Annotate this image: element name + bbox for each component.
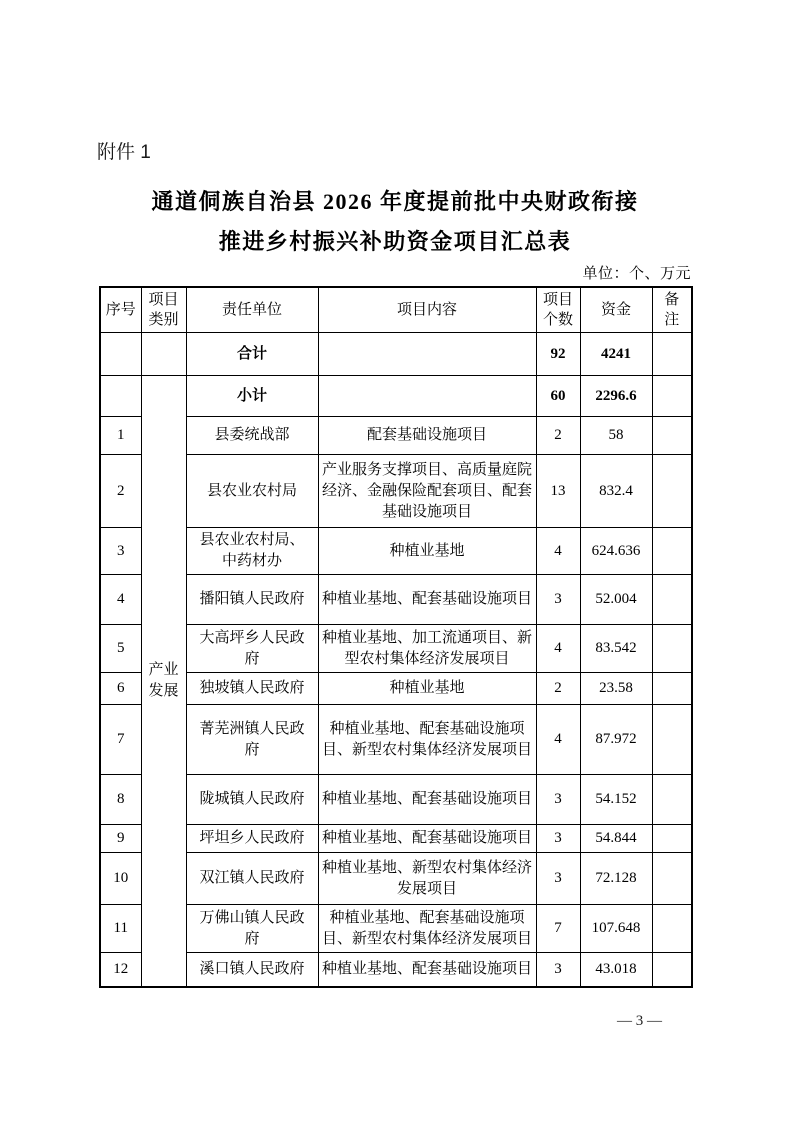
cell-unit: 陇城镇人民政府 <box>186 775 318 825</box>
attachment-label: 附件 1 <box>97 142 151 163</box>
header-category: 项目 类别 <box>141 287 186 333</box>
cell-amount: 72.128 <box>580 853 652 905</box>
header-unit: 责任单位 <box>186 287 318 333</box>
table-row <box>100 775 692 825</box>
header-row <box>100 287 692 333</box>
cell-seq: 10 <box>100 853 141 905</box>
table-row <box>100 417 692 455</box>
cell-amount: 54.844 <box>580 825 652 853</box>
cell-amount: 23.58 <box>580 673 652 705</box>
cell-amount: 832.4 <box>580 455 652 528</box>
cell-content: 种植业基地 <box>318 673 536 705</box>
table-row <box>100 575 692 625</box>
cell-note <box>652 625 692 673</box>
cell-content: 种植业基地、配套基础设施项目、新型农村集体经济发展项目 <box>318 705 536 775</box>
cell-category <box>141 333 186 376</box>
header-note: 备 注 <box>652 287 692 333</box>
header-count: 项目 个数 <box>536 287 580 333</box>
cell-content: 种植业基地、配套基础设施项目 <box>318 575 536 625</box>
table-row <box>100 528 692 575</box>
cell-seq: 8 <box>100 775 141 825</box>
cell-count: 13 <box>536 455 580 528</box>
cell-seq: 9 <box>100 825 141 853</box>
cell-count: 3 <box>536 953 580 987</box>
cell-count: 2 <box>536 673 580 705</box>
cell-seq: 11 <box>100 905 141 953</box>
cell-note <box>652 417 692 455</box>
cell-content: 种植业基地 <box>318 528 536 575</box>
cell-amount: 83.542 <box>580 625 652 673</box>
cell-unit: 小计 <box>186 376 318 417</box>
cell-count: 2 <box>536 417 580 455</box>
table-row <box>100 853 692 905</box>
category-cell: 产业 发展 <box>141 376 186 987</box>
header-seq: 序号 <box>100 287 141 333</box>
cell-seq: 6 <box>100 673 141 705</box>
subtotal-row <box>100 376 692 417</box>
cell-unit: 县委统战部 <box>186 417 318 455</box>
cell-unit: 菁芜洲镇人民政府 <box>186 705 318 775</box>
table-row <box>100 953 692 987</box>
document-content <box>99 0 691 988</box>
cell-amount: 43.018 <box>580 953 652 987</box>
table-row <box>100 905 692 953</box>
cell-amount: 624.636 <box>580 528 652 575</box>
page-number: — 3 — <box>617 1013 662 1029</box>
cell-amount: 54.152 <box>580 775 652 825</box>
cell-note <box>652 853 692 905</box>
cell-content <box>318 376 536 417</box>
cell-amount: 52.004 <box>580 575 652 625</box>
table-row <box>100 625 692 673</box>
cell-seq: 5 <box>100 625 141 673</box>
cell-count: 3 <box>536 775 580 825</box>
cell-seq: 7 <box>100 705 141 775</box>
cell-count: 92 <box>536 333 580 376</box>
cell-unit: 双江镇人民政府 <box>186 853 318 905</box>
cell-unit: 合计 <box>186 333 318 376</box>
cell-note <box>652 528 692 575</box>
cell-count: 3 <box>536 825 580 853</box>
cell-count: 60 <box>536 376 580 417</box>
cell-amount: 4241 <box>580 333 652 376</box>
cell-content: 种植业基地、配套基础设施项目 <box>318 775 536 825</box>
cell-note <box>652 775 692 825</box>
total-row <box>100 333 692 376</box>
cell-amount: 87.972 <box>580 705 652 775</box>
cell-note <box>652 376 692 417</box>
title-line-1: 通道侗族自治县 2026 年度提前批中央财政衔接 <box>151 189 639 214</box>
cell-count: 3 <box>536 575 580 625</box>
cell-note <box>652 455 692 528</box>
header-amount: 资金 <box>580 287 652 333</box>
cell-note <box>652 673 692 705</box>
cell-count: 7 <box>536 905 580 953</box>
cell-seq: 12 <box>100 953 141 987</box>
cell-count: 4 <box>536 705 580 775</box>
cell-note <box>652 905 692 953</box>
table-row <box>100 825 692 853</box>
cell-unit: 独坡镇人民政府 <box>186 673 318 705</box>
cell-note <box>652 825 692 853</box>
cell-content: 种植业基地、加工流通项目、新型农村集体经济发展项目 <box>318 625 536 673</box>
cell-content: 配套基础设施项目 <box>318 417 536 455</box>
cell-seq: 4 <box>100 575 141 625</box>
cell-content <box>318 333 536 376</box>
cell-content: 种植业基地、配套基础设施项目 <box>318 953 536 987</box>
cell-seq: 1 <box>100 417 141 455</box>
funds-summary-table <box>99 286 693 988</box>
cell-unit: 大高坪乡人民政府 <box>186 625 318 673</box>
cell-seq <box>100 376 141 417</box>
table-row <box>100 673 692 705</box>
cell-note <box>652 575 692 625</box>
cell-seq: 3 <box>100 528 141 575</box>
cell-seq: 2 <box>100 455 141 528</box>
table-row <box>100 455 692 528</box>
cell-seq <box>100 333 141 376</box>
header-content: 项目内容 <box>318 287 536 333</box>
cell-unit: 播阳镇人民政府 <box>186 575 318 625</box>
cell-amount: 58 <box>580 417 652 455</box>
cell-amount: 2296.6 <box>580 376 652 417</box>
table-row <box>100 705 692 775</box>
cell-content: 种植业基地、配套基础设施项目 <box>318 825 536 853</box>
cell-note <box>652 333 692 376</box>
cell-content: 种植业基地、配套基础设施项目、新型农村集体经济发展项目 <box>318 905 536 953</box>
cell-unit: 万佛山镇人民政府 <box>186 905 318 953</box>
cell-unit: 坪坦乡人民政府 <box>186 825 318 853</box>
cell-unit: 县农业农村局 <box>186 455 318 528</box>
cell-amount: 107.648 <box>580 905 652 953</box>
cell-count: 4 <box>536 625 580 673</box>
cell-unit: 溪口镇人民政府 <box>186 953 318 987</box>
title-line-2: 推进乡村振兴补助资金项目汇总表 <box>218 229 572 254</box>
cell-content: 种植业基地、新型农村集体经济发展项目 <box>318 853 536 905</box>
cell-content: 产业服务支撑项目、高质量庭院经济、金融保险配套项目、配套基础设施项目 <box>318 455 536 528</box>
cell-note <box>652 705 692 775</box>
cell-count: 4 <box>536 528 580 575</box>
cell-count: 3 <box>536 853 580 905</box>
document-title <box>99 182 691 262</box>
cell-unit: 县农业农村局、中药材办 <box>186 528 318 575</box>
unit-note: 单位：个、万元 <box>582 265 691 282</box>
cell-note <box>652 953 692 987</box>
